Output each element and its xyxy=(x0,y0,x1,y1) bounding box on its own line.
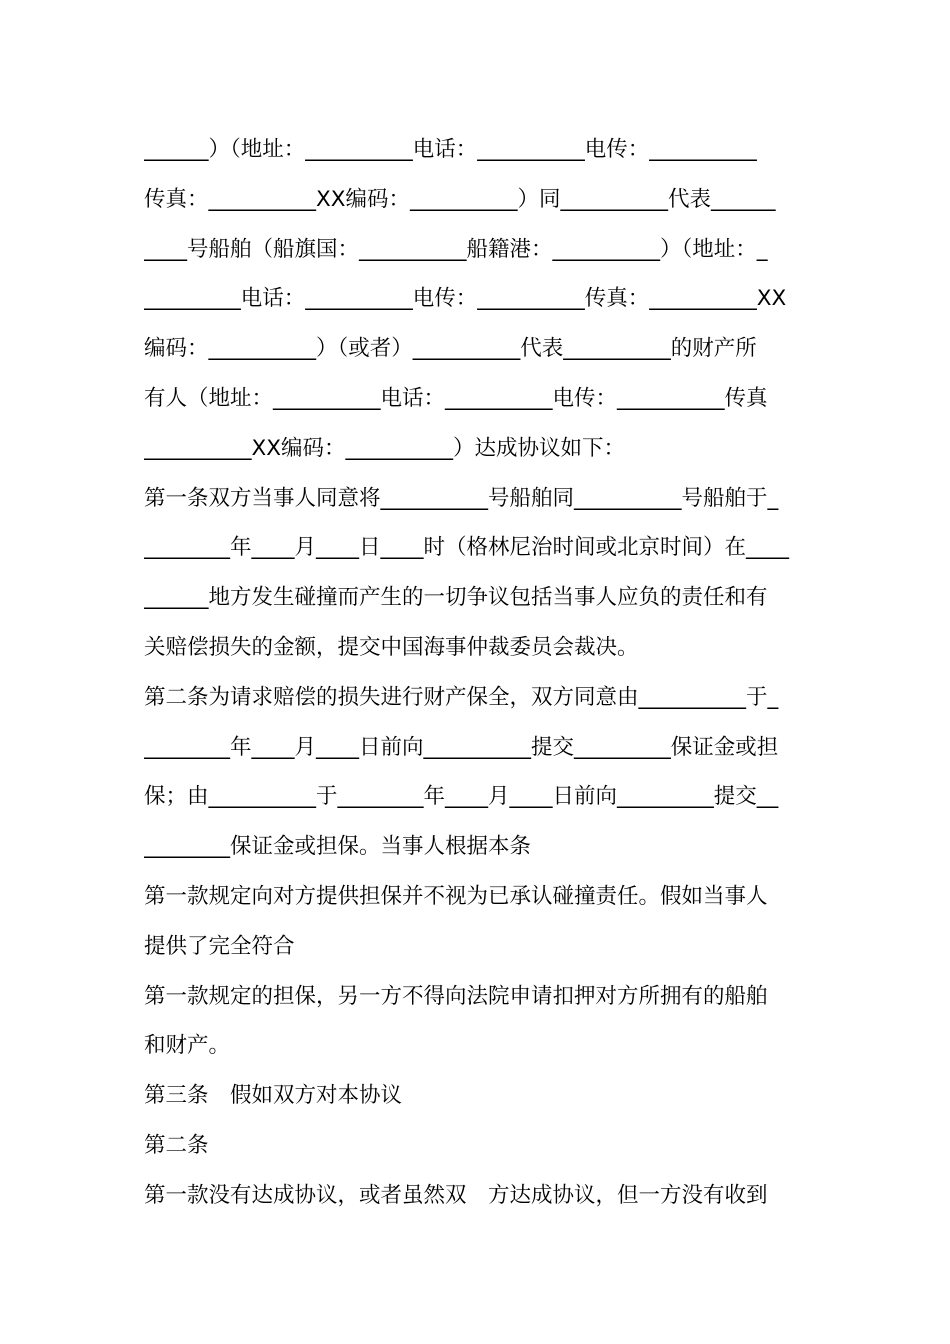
article-1-line-1: 第一条双方当事人同意将__________号船舶同__________号船舶于_ xyxy=(144,485,779,511)
article-2-line-2: ________年____月____日前向__________提交_________保证金或担 xyxy=(144,734,779,760)
article-2-ref: 第二条 xyxy=(144,1132,209,1158)
document-body xyxy=(144,125,806,1221)
clause-line-5: 第一款没有达成协议，或者虽然双 方达成协议，但一方没有收到 xyxy=(144,1182,768,1208)
article-1-line-3: ______地方发生碰撞而产生的一切争议包括当事人应负的责任和有 xyxy=(144,585,768,611)
article-2-line-4: ________保证金或担保。当事人根据本条 xyxy=(144,834,532,860)
text-line-6: 有人（地址：__________电话：__________电传：__________传真 xyxy=(144,385,768,411)
clause-line-1: 第一款规定向对方提供担保并不视为已承认碰撞责任。假如当事人 xyxy=(144,883,768,909)
text-line-5: 编码：__________）（或者）__________代表__________的财产所 xyxy=(144,336,757,362)
article-2-line-3: 保；由__________于________年____月____日前向_________提交__ xyxy=(144,784,779,810)
text-line-7: __________XX编码：__________）达成协议如下： xyxy=(144,435,625,461)
clause-line-4: 和财产。 xyxy=(144,1033,231,1059)
article-2-line-1: 第二条为请求赔偿的损失进行财产保全，双方同意由__________于_ xyxy=(144,684,779,710)
article-3-heading: 第三条 假如双方对本协议 xyxy=(144,1083,403,1109)
text-line-4: _________电话：__________电传：__________传真：__________XX xyxy=(144,286,787,312)
text-line-1: ______）（地址：__________电话：__________电传：__________ xyxy=(144,137,757,162)
text-line-3: ____号船舶（船旗国：__________船籍港：__________）（地址：_ xyxy=(144,236,768,262)
article-1-line-4: 关赔偿损失的金额，提交中国海事仲裁委员会裁决。 xyxy=(144,634,639,660)
text-line-2: 传真：__________XX编码：__________）同__________代表______ xyxy=(144,186,776,212)
article-1-line-2: ________年____月____日____时（格林尼治时间或北京时间）在____ xyxy=(144,535,790,561)
clause-line-3: 第一款规定的担保，另一方不得向法院申请扣押对方所拥有的船舶 xyxy=(144,983,768,1009)
clause-line-2: 提供了完全符合 xyxy=(144,933,295,959)
